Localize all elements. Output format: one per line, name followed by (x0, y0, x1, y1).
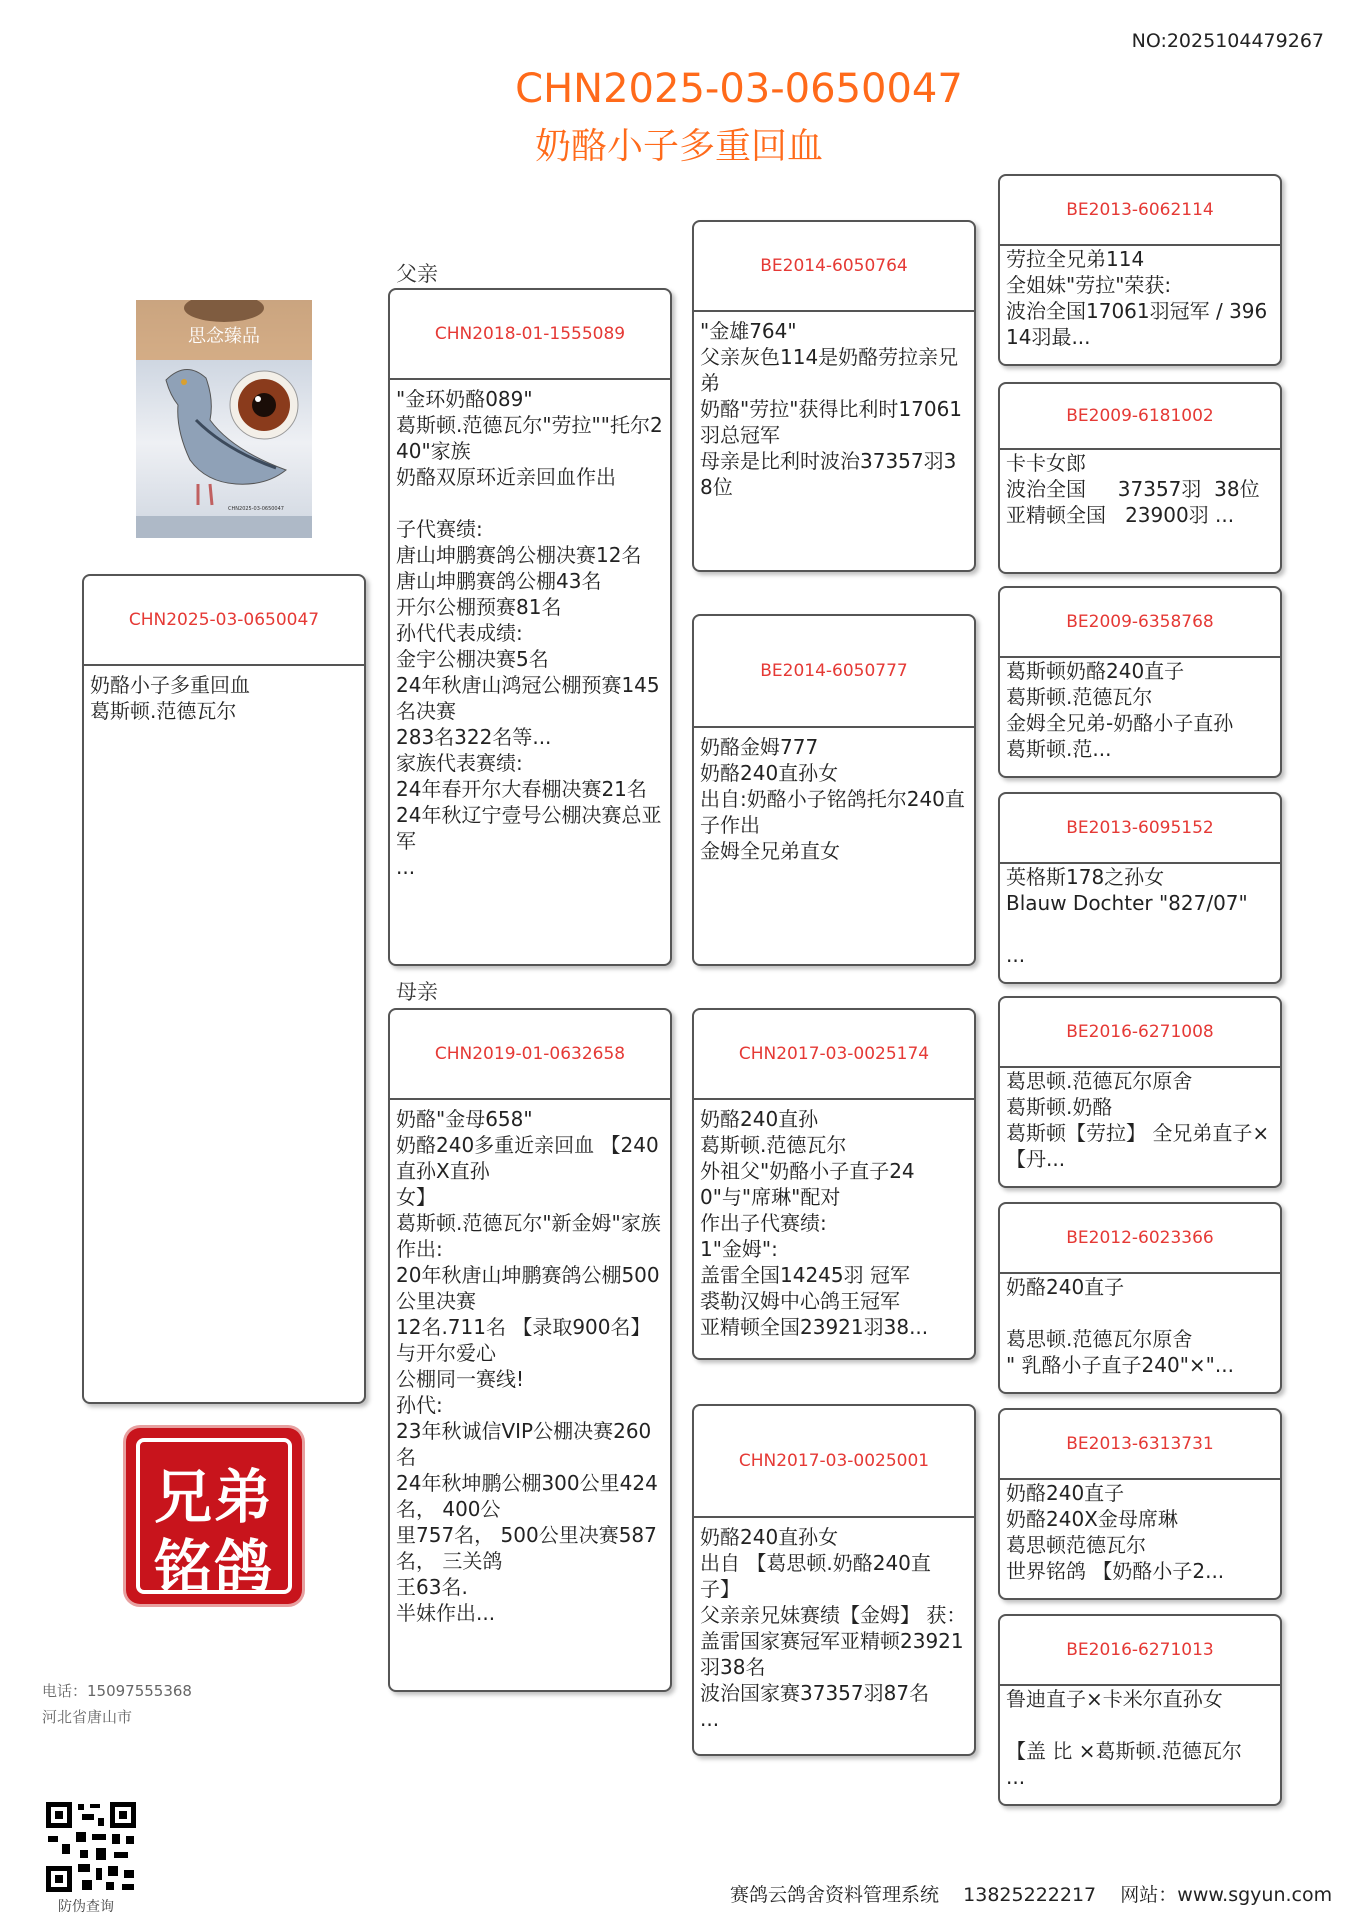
great-grandparent-desc: 葛思顿.范德瓦尔原舍 葛斯顿.奶酪 葛斯顿【劳拉】 全兄弟直子× 【丹... (1006, 1069, 1270, 1171)
subject-card[interactable] (82, 574, 366, 1404)
great-grandparent-card-3[interactable] (998, 586, 1282, 778)
great-grandparent-ring: BE2012-6023366 (1000, 1204, 1280, 1274)
great-grandparent-card-4[interactable] (998, 792, 1282, 984)
great-grandparent-ring: BE2013-6062114 (1000, 176, 1280, 246)
father-ring: CHN2018-01-1555089 (390, 290, 670, 380)
great-grandparent-card-7[interactable] (998, 1408, 1282, 1600)
paternal-grandmother-desc: 奶酪金姆777 奶酪240直孙女 出自:奶酪小子铭鸽托尔240直子作出 金姆全兄弟直女 (700, 735, 965, 863)
maternal-grandmother-ring: CHN2017-03-0025001 (694, 1406, 974, 1518)
great-grandparent-ring: BE2016-6271013 (1000, 1616, 1280, 1686)
mother-card[interactable] (388, 1008, 672, 1692)
great-grandparent-card-8[interactable] (998, 1614, 1282, 1806)
maternal-grandfather-card[interactable] (692, 1008, 976, 1360)
maternal-grandfather-desc: 奶酪240直孙 葛斯顿.范德瓦尔 外祖父"奶酪小子直子240"与"席琳"配对 作出子代赛绩: 1"金姆": 盖雷全国14245羽 冠军 裘勒汉姆中心鸽王冠军 亚精顿全国23921羽38... (700, 1107, 929, 1339)
great-grandparent-ring: BE2013-6313731 (1000, 1410, 1280, 1480)
great-grandparent-ring: BE2013-6095152 (1000, 794, 1280, 864)
footer-system-info: 赛鸽云鸽舍资料管理系统 13825222217 网站：www.sgyun.com (730, 1884, 1333, 1906)
maternal-grandfather-ring: CHN2017-03-0025174 (694, 1010, 974, 1100)
photo-caption: CHN2025-03-0650047 (228, 506, 284, 512)
seal-line-2: 铭鸽 (153, 1533, 274, 1601)
great-grandparent-desc: 葛斯顿奶酪240直子 葛斯顿.范德瓦尔 金姆全兄弟-奶酪小子直孙 葛斯顿.范... (1006, 659, 1234, 761)
paternal-grandmother-ring: BE2014-6050777 (694, 616, 974, 728)
paternal-grandfather-card[interactable] (692, 220, 976, 572)
photo-banner-text: 思念臻品 (188, 326, 260, 347)
qr-caption: 防伪查询 (58, 1899, 114, 1915)
great-grandparent-desc: 奶酪240直子 奶酪240X金母席琳 葛思顿范德瓦尔 世界铭鸽 【奶酪小子2... (1006, 1481, 1225, 1583)
great-grandparent-card-6[interactable] (998, 1202, 1282, 1394)
great-grandparent-desc: 劳拉全兄弟114 全姐妹"劳拉"荣获: 波治全国17061羽冠军 / 39614羽最... (1006, 247, 1268, 349)
subject-desc: 奶酪小子多重回血 葛斯顿.范德瓦尔 (90, 673, 250, 723)
great-grandparent-ring: BE2009-6358768 (1000, 588, 1280, 658)
pigeon-photo (136, 300, 312, 538)
maternal-grandmother-card[interactable] (692, 1404, 976, 1756)
qr-code-icon[interactable] (44, 1800, 138, 1894)
mother-label: 母亲 (396, 980, 438, 1004)
contact-address: 河北省唐山市 (42, 1708, 133, 1726)
document-number: NO:2025104479267 (1131, 30, 1324, 52)
paternal-grandfather-ring: BE2014-6050764 (694, 222, 974, 312)
father-desc: "金环奶酪089" 葛斯顿.范德瓦尔"劳拉""托尔240"家族 奶酪双原环近亲回血作出 子代赛绩: 唐山坤鹏赛鸽公棚决赛12名 唐山坤鹏赛鸽公棚43名 开尔公棚预赛81名 孙代代表成绩: 金宇公棚决赛5名 24年秋唐山鸿冠公棚预赛145名决赛 283名322名等... 家族代表赛绩: 24年春开尔大春棚决赛21名 24年秋辽宁壹号公棚决赛总亚军 ... (396, 387, 663, 879)
great-grandparent-card-5[interactable] (998, 996, 1282, 1188)
great-grandparent-desc: 奶酪240直子 葛思顿.范德瓦尔原舍 " 乳酪小子直子240"×"... (1006, 1275, 1234, 1377)
page-title-name: 奶酪小子多重回血 (534, 126, 823, 167)
paternal-grandfather-desc: "金雄764" 父亲灰色114是奶酪劳拉亲兄弟 奶酪"劳拉"获得比利时17061羽总冠军 母亲是比利时波治37357羽38位 (700, 319, 963, 499)
great-grandparent-desc: 英格斯178之孙女 Blauw Dochter "827/07" ... (1006, 865, 1248, 967)
great-grandparent-desc: 卡卡女郎 波治全国 37357羽 38位 亚精顿全国 23900羽 ... (1006, 451, 1260, 527)
great-grandparent-ring: BE2009-6181002 (1000, 384, 1280, 450)
mother-desc: 奶酪"金母658" 奶酪240多重近亲回血 【240直孙X直孙 女】 葛斯顿.范德瓦尔"新金姆"家族 作出: 20年秋唐山坤鹏赛鸽公棚500公里决赛 12名.711名 【录取900名】 与开尔爱心 公棚同一赛线! 孙代: 23年秋诚信VIP公棚决赛260名 24年秋坤鹏公棚300公里424名， 400公 里757名， 500公里决赛587名， 三关鸽 王63名. 半妹作出... (396, 1107, 661, 1625)
paternal-grandmother-card[interactable] (692, 614, 976, 966)
great-grandparent-ring: BE2016-6271008 (1000, 998, 1280, 1068)
father-label: 父亲 (396, 262, 438, 286)
father-card[interactable] (388, 288, 672, 966)
great-grandparent-desc: 鲁迪直子×卡米尔直孙女 【盖 比 ×葛斯顿.范德瓦尔 ... (1006, 1687, 1242, 1789)
great-grandparent-card-1[interactable] (998, 174, 1282, 366)
maternal-grandmother-desc: 奶酪240直孙女 出自 【葛思顿.奶酪240直子】 父亲亲兄妹赛绩【金姆】 获： 盖雷国家赛冠军亚精顿23921羽38名 波治国家赛37357羽87名 ... (700, 1525, 967, 1731)
great-grandparent-card-2[interactable] (998, 382, 1282, 574)
contact-phone: 电话：15097555368 (42, 1682, 192, 1700)
loft-seal-stamp (126, 1428, 302, 1604)
page-title-ring: CHN2025-03-0650047 (515, 66, 963, 112)
mother-ring: CHN2019-01-0632658 (390, 1010, 670, 1100)
subject-ring: CHN2025-03-0650047 (84, 576, 364, 666)
seal-line-1: 兄弟 (153, 1463, 274, 1531)
